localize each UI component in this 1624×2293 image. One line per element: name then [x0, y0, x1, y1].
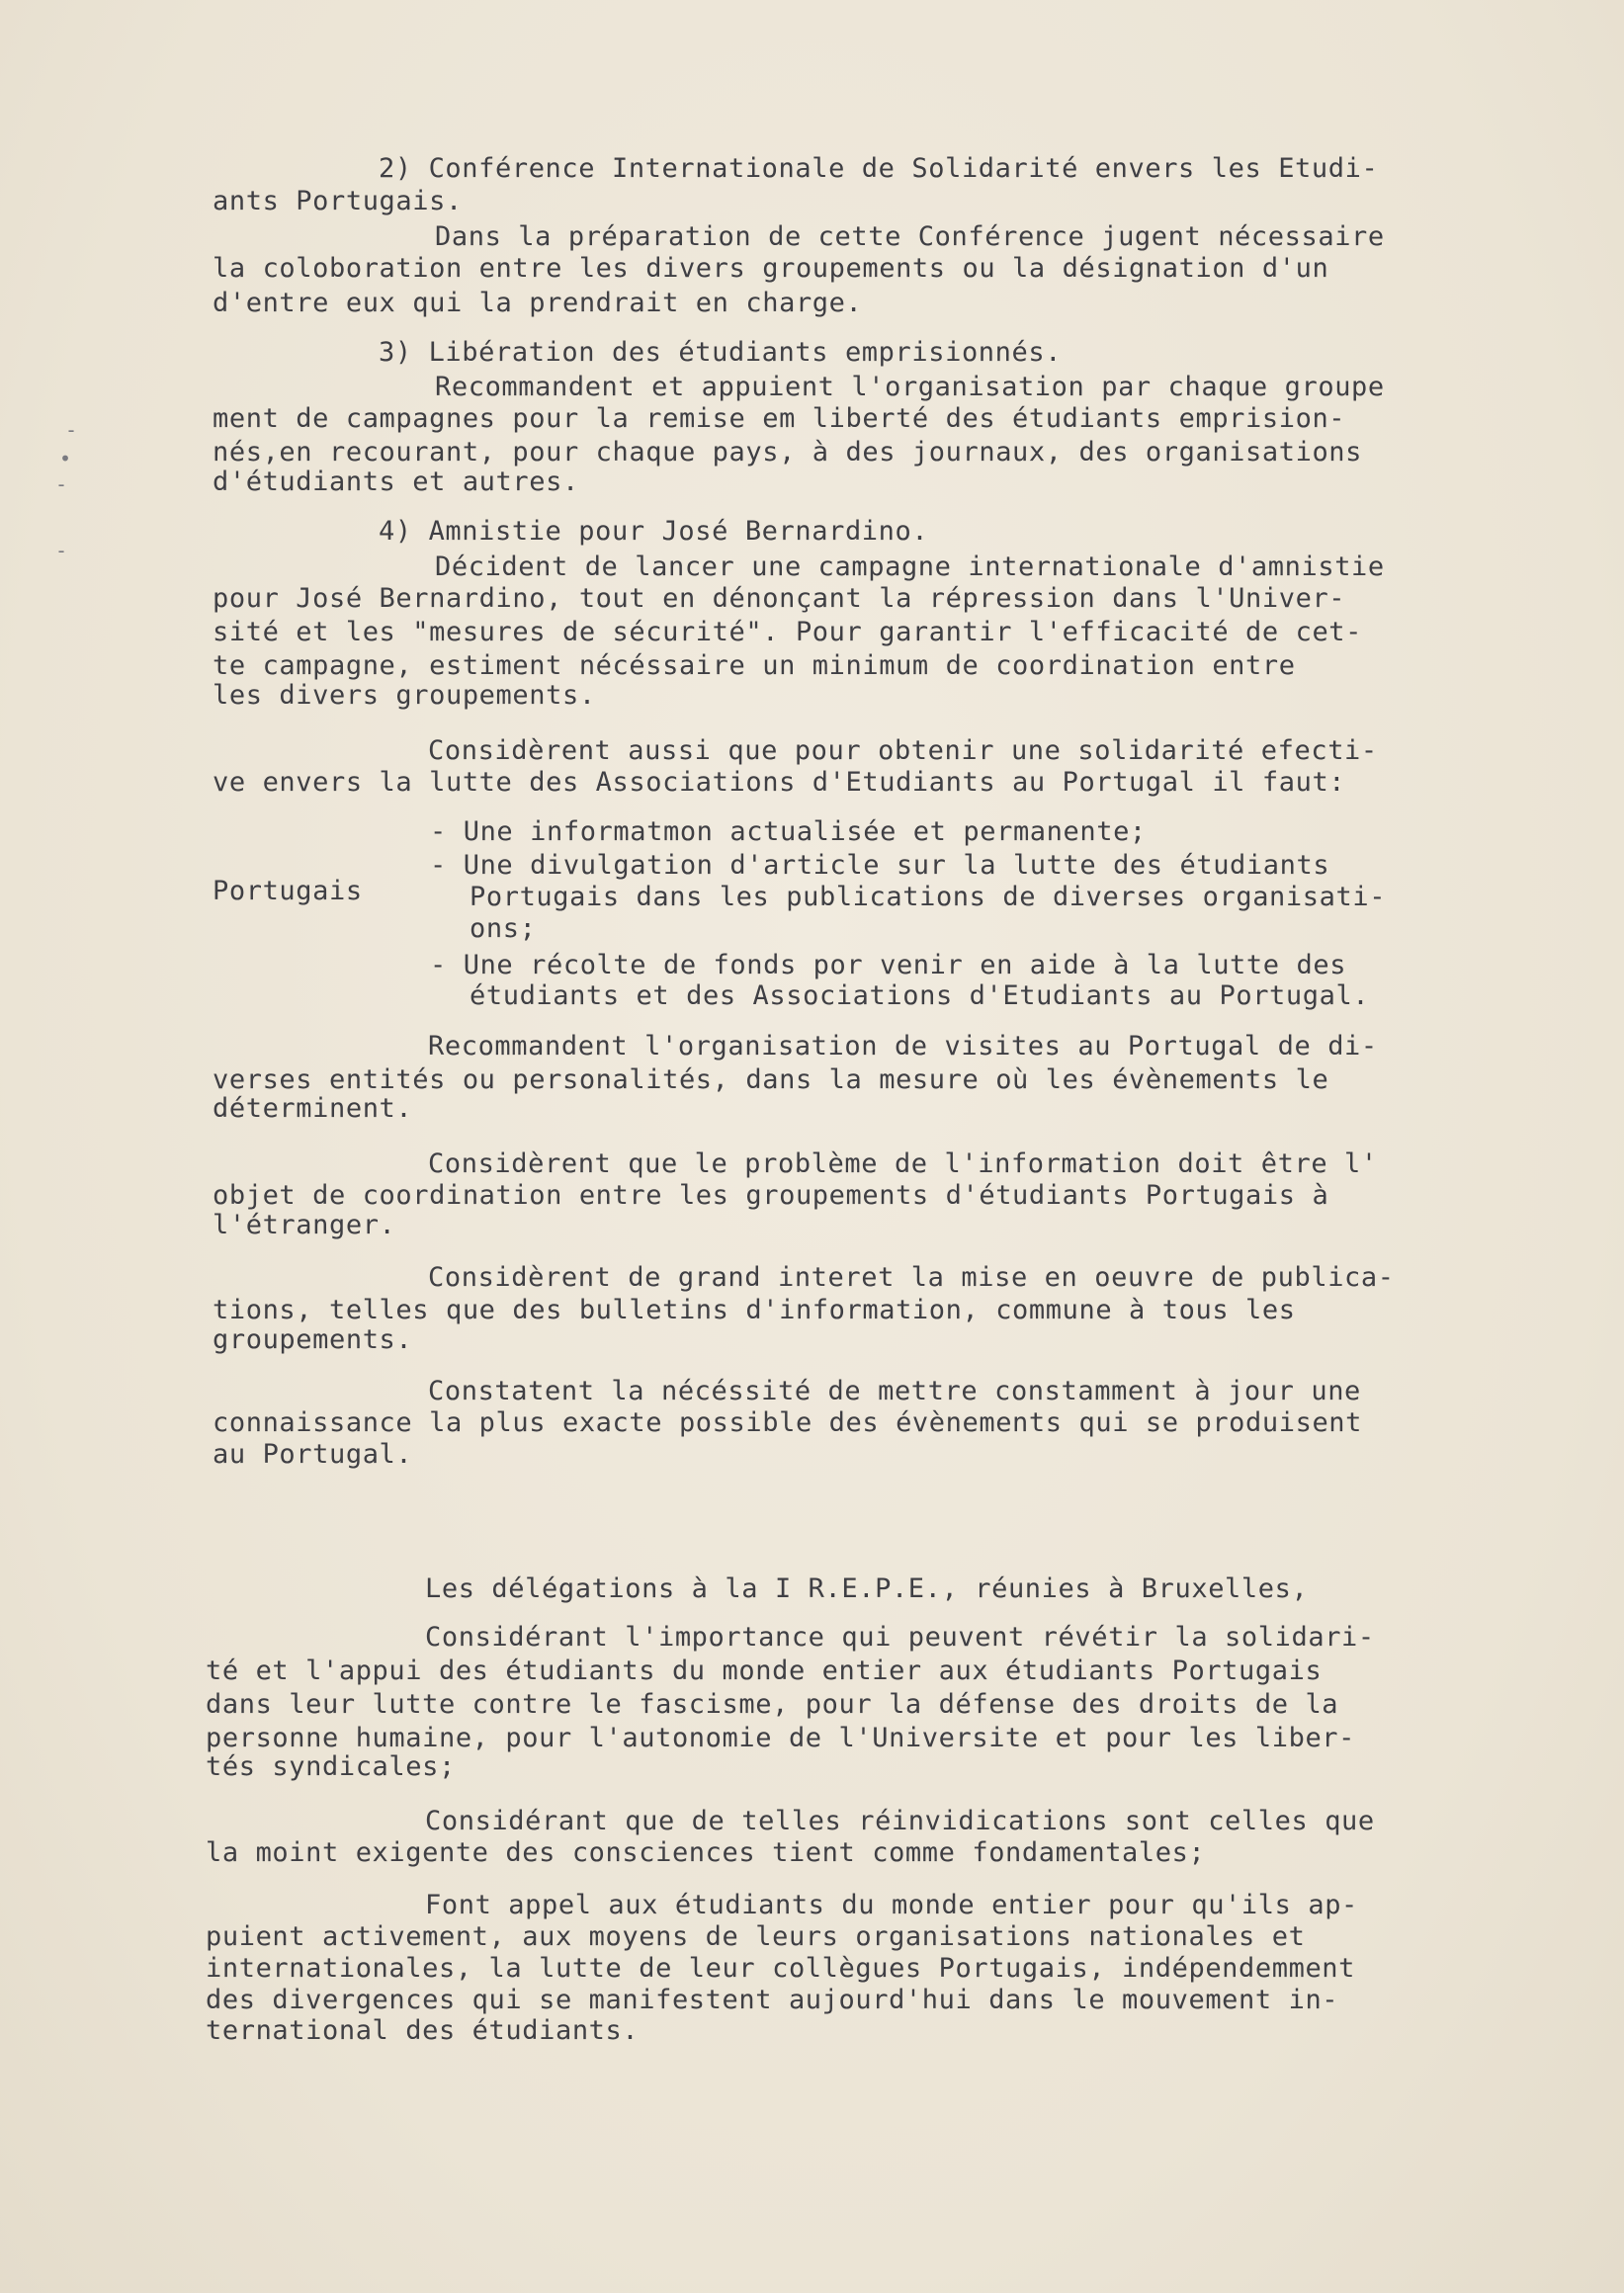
text-line: ons;: [470, 913, 537, 944]
text-line: puient activement, aux moyens de leurs organisations nationales et: [206, 1921, 1306, 1952]
text-line: la coloboration entre les divers groupements ou la désignation d'un: [213, 253, 1329, 284]
text-line: objet de coordination entre les groupements d'étudiants Portugais à: [213, 1180, 1329, 1211]
text-line: ve envers la lutte des Associations d'Etudiants au Portugal il faut:: [213, 767, 1346, 798]
margin-mark: -: [55, 472, 68, 496]
text-line: Recommandent l'organisation de visites au Portugal de di-: [428, 1031, 1378, 1062]
text-line: Décident de lancer une campagne internationale d'amnistie: [435, 552, 1385, 582]
text-line: Font appel aux étudiants du monde entier pour qu'ils ap-: [425, 1890, 1358, 1920]
text-line: groupements.: [213, 1324, 413, 1355]
text-line: verses entités ou personalités, dans la mesure où les évènements le: [213, 1064, 1329, 1095]
text-line: Considérant l'importance qui peuvent révétir la solidari-: [425, 1622, 1375, 1653]
text-line: Recommandent et appuient l'organisation par chaque groupe: [435, 372, 1385, 402]
text-line: nés,en recourant, pour chaque pays, à des journaux, des organisations: [213, 437, 1363, 467]
text-line: au Portugal.: [213, 1439, 413, 1470]
text-line: déterminent.: [213, 1093, 413, 1124]
text-line: ternational des étudiants.: [206, 2015, 640, 2046]
text-line: les divers groupements.: [213, 680, 596, 711]
text-line: tions, telles que des bulletins d'information, commune à tous les: [213, 1295, 1296, 1325]
text-line: l'étranger.: [213, 1210, 396, 1240]
text-line: - Une récolte de fonds por venir en aide à la lutte des: [430, 950, 1347, 980]
text-line: - Une informatmon actualisée et permanente;: [430, 816, 1147, 847]
text-line: Considérant que de telles réinvidications sont celles que: [425, 1806, 1375, 1836]
margin-mark: -: [55, 539, 68, 562]
text-line: d'étudiants et autres.: [213, 467, 579, 497]
text-line: Dans la préparation de cette Conférence jugent nécessaire: [435, 221, 1385, 252]
text-line: 3) Libération des étudiants emprisionnés.: [379, 337, 1063, 368]
text-line: Les délégations à la I R.E.P.E., réunies à Bruxelles,: [425, 1573, 1309, 1604]
text-line: internationales, la lutte de leur collègues Portugais, indépendemment: [206, 1953, 1356, 1984]
text-line: des divergences qui se manifestent aujourd'hui dans le mouvement in-: [206, 1985, 1339, 2015]
text-line: 4) Amnistie pour José Bernardino.: [379, 516, 929, 547]
text-line: ants Portugais.: [213, 186, 463, 216]
text-line: tés syndicales;: [206, 1751, 456, 1782]
text-line: d'entre eux qui la prendrait en charge.: [213, 288, 863, 318]
text-line: pour José Bernardino, tout en dénonçant la répression dans l'Univer-: [213, 583, 1346, 614]
text-line: té et l'appui des étudiants du monde entier aux étudiants Portugais: [206, 1656, 1323, 1686]
text-line: Portugais dans les publications de diverses organisati-: [470, 882, 1387, 912]
text-line: Considèrent que le problème de l'information doit être l': [428, 1148, 1378, 1179]
text-line: - Une divulgation d'article sur la lutte des étudiants: [430, 850, 1330, 881]
text-line: étudiants et des Associations d'Etudiants au Portugal.: [470, 980, 1370, 1011]
text-line: la moint exigente des consciences tient comme fondamentales;: [206, 1837, 1206, 1868]
text-line: personne humaine, pour l'autonomie de l'Universite et pour les liber-: [206, 1723, 1356, 1753]
text-line: sité et les "mesures de sécurité". Pour garantir l'efficacité de cet-: [213, 617, 1363, 647]
margin-label: Portugais: [213, 876, 363, 906]
margin-mark: •: [59, 447, 72, 470]
text-line: dans leur lutte contre le fascisme, pour la défense des droits de la: [206, 1689, 1339, 1720]
text-line: connaissance la plus exacte possible des évènements qui se produisent: [213, 1407, 1363, 1438]
margin-mark: -: [65, 418, 78, 442]
text-line: Considèrent aussi que pour obtenir une solidarité efecti-: [428, 735, 1378, 766]
text-line: 2) Conférence Internationale de Solidarité envers les Etudi-: [379, 153, 1379, 184]
text-line: te campagne, estiment nécéssaire un minimum de coordination entre: [213, 650, 1296, 681]
text-line: Considèrent de grand interet la mise en oeuvre de publica-: [428, 1262, 1395, 1293]
text-line: ment de campagnes pour la remise em liberté des étudiants emprision-: [213, 403, 1346, 434]
text-line: Constatent la nécéssité de mettre constamment à jour une: [428, 1376, 1361, 1406]
